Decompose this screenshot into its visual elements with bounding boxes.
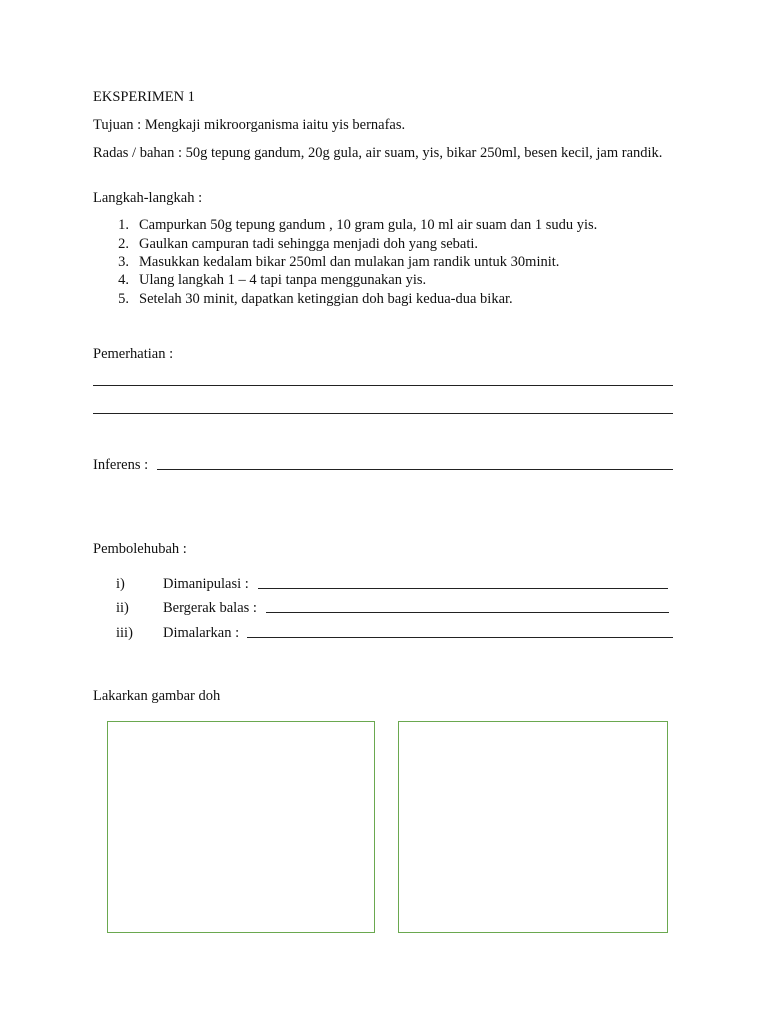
variables-label: Pembolehubah : [93,541,187,557]
sketch-label: Lakarkan gambar doh [93,688,221,704]
step-number: 3. [118,254,129,270]
variable-label-constant: Dimalarkan : [163,625,240,641]
aim-text: Tujuan : Mengkaji mikroorganisma iaitu yis bernafas. [93,117,406,133]
sketch-box-right[interactable] [398,721,668,933]
inference-label: Inferens : [93,457,149,473]
step-text: Ulang langkah 1 – 4 tapi tanpa menggunakan yis. [139,272,427,288]
observation-answer-line[interactable] [93,413,673,414]
variable-number: iii) [116,625,133,641]
inference-answer-line[interactable] [157,469,673,470]
step-number: 5. [118,291,129,307]
step-text: Campurkan 50g tepung gandum , 10 gram gula, 10 ml air suam dan 1 sudu yis. [139,217,598,233]
step-text: Gaulkan campuran tadi sehingga menjadi doh yang sebati. [139,236,479,252]
document-title: EKSPERIMEN 1 [93,89,195,105]
variable-label-manipulated: Dimanipulasi : [163,576,249,592]
sketch-box-left[interactable] [107,721,375,933]
step-number: 1. [118,217,129,233]
step-text: Setelah 30 minit, dapatkan ketinggian doh bagi kedua-dua bikar. [139,291,513,307]
observation-label: Pemerhatian : [93,346,174,362]
responding-answer-line[interactable] [266,612,669,613]
step-number: 2. [118,236,129,252]
manipulated-answer-line[interactable] [258,588,668,589]
steps-heading: Langkah-langkah : [93,190,203,206]
observation-answer-line[interactable] [93,385,673,386]
materials-text: Radas / bahan : 50g tepung gandum, 20g gula, air suam, yis, bikar 250ml, besen kecil, jam randik. [93,145,663,161]
step-text: Masukkan kedalam bikar 250ml dan mulakan jam randik untuk 30minit. [139,254,560,270]
constant-answer-line[interactable] [247,637,673,638]
step-number: 4. [118,272,129,288]
variable-number: i) [116,576,125,592]
variable-label-responding: Bergerak balas : [163,600,257,616]
variable-number: ii) [116,600,129,616]
